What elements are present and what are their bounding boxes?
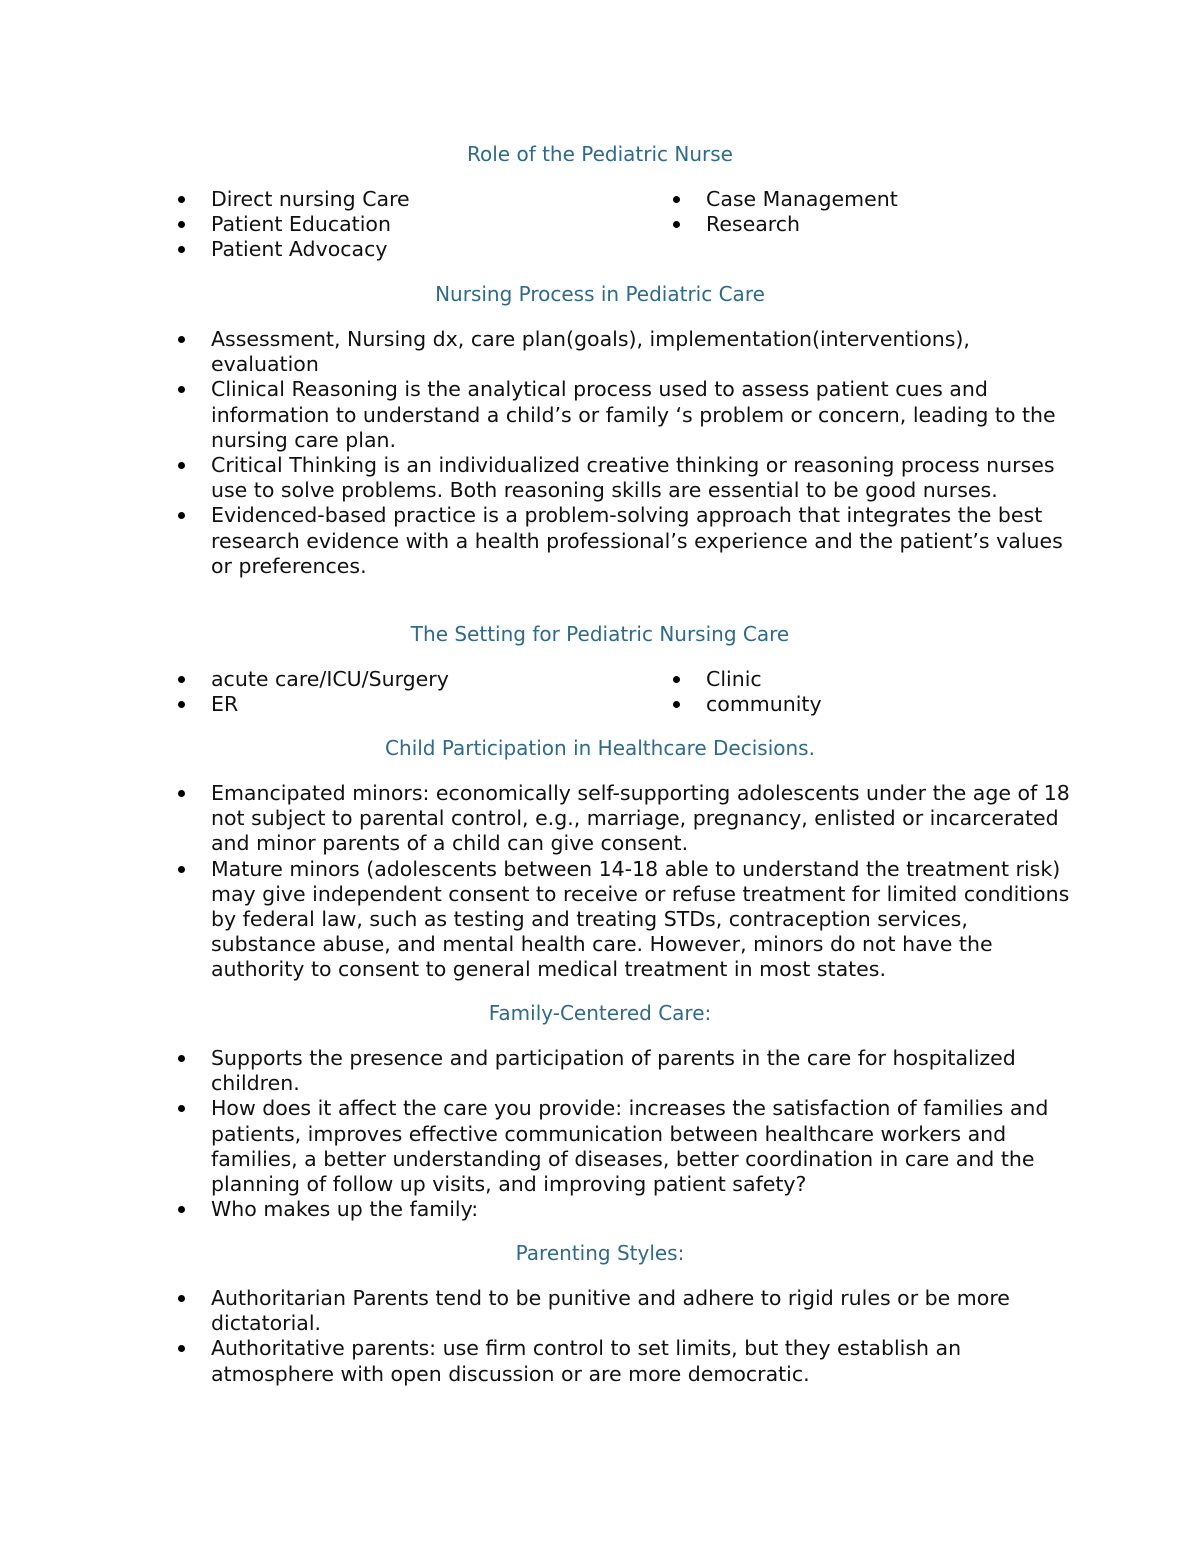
list-item: Emancipated minors: economically self-supporting adolescents under the age of 18 not subject to parental control, e.g., marriage, pregnancy, enlisted or incarcerated and minor parents of a child can give consent. bbox=[175, 781, 1075, 857]
list-item: Mature minors (adolescents between 14-18 able to understand the treatment risk) may give independent consent to receive or refuse treatment for limited conditions by federal law, such as testing and treating STDs, contraception services, substance abuse, and mental health care. However, minors do not have the authority to consent to general medical treatment in most states. bbox=[175, 857, 1075, 983]
list-item: Critical Thinking is an individualized creative thinking or reasoning process nurses use to solve problems. Both reasoning skills are essential to be good nurses. bbox=[175, 453, 1075, 503]
list-item: Who makes up the family: bbox=[175, 1197, 1075, 1222]
list-item: Authoritative parents: use firm control to set limits, but they establish an atmosphere with open discussion or are more democratic. bbox=[175, 1336, 1075, 1386]
family-list bbox=[175, 1046, 1075, 1222]
parenting-list bbox=[175, 1286, 1075, 1387]
heading-family: Family-Centered Care: bbox=[488, 1001, 712, 1025]
list-item: Patient Advocacy bbox=[175, 237, 635, 262]
list-item: Authoritarian Parents tend to be punitive and adhere to rigid rules or be more dictatorial. bbox=[175, 1286, 1075, 1336]
list-item: How does it affect the care you provide: increases the satisfaction of families and patients, improves effective communication between healthcare workers and families, a better understanding of diseases, better coordination in care and the planning of follow up visits, and improving patient safety? bbox=[175, 1096, 1075, 1197]
list-item: Clinical Reasoning is the analytical process used to assess patient cues and information to understand a child’s or family ‘s problem or concern, leading to the nursing care plan. bbox=[175, 377, 1075, 453]
list-item: Assessment, Nursing dx, care plan(goals), implementation(interventions), evaluation bbox=[175, 327, 1075, 377]
role-list-right bbox=[670, 187, 1090, 237]
participation-list bbox=[175, 781, 1075, 983]
heading-setting: The Setting for Pediatric Nursing Care bbox=[410, 622, 790, 646]
process-list bbox=[175, 327, 1075, 579]
list-item: community bbox=[670, 692, 1090, 717]
list-item: Supports the presence and participation of parents in the care for hospitalized children. bbox=[175, 1046, 1075, 1096]
list-item: Research bbox=[670, 212, 1090, 237]
heading-participation: Child Participation in Healthcare Decisions. bbox=[385, 736, 815, 760]
list-item: Patient Education bbox=[175, 212, 635, 237]
heading-parenting: Parenting Styles: bbox=[515, 1241, 685, 1265]
list-item: Direct nursing Care bbox=[175, 187, 635, 212]
list-item: Evidenced-based practice is a problem-solving approach that integrates the best research evidence with a health professional’s experience and the patient’s values or preferences. bbox=[175, 503, 1075, 579]
setting-list-right bbox=[670, 667, 1090, 717]
list-item: ER bbox=[175, 692, 635, 717]
heading-role: Role of the Pediatric Nurse bbox=[467, 142, 733, 166]
heading-process: Nursing Process in Pediatric Care bbox=[435, 282, 765, 306]
list-item: acute care/ICU/Surgery bbox=[175, 667, 635, 692]
setting-list-left bbox=[175, 667, 635, 717]
role-list-left bbox=[175, 187, 635, 263]
list-item: Clinic bbox=[670, 667, 1090, 692]
list-item: Case Management bbox=[670, 187, 1090, 212]
